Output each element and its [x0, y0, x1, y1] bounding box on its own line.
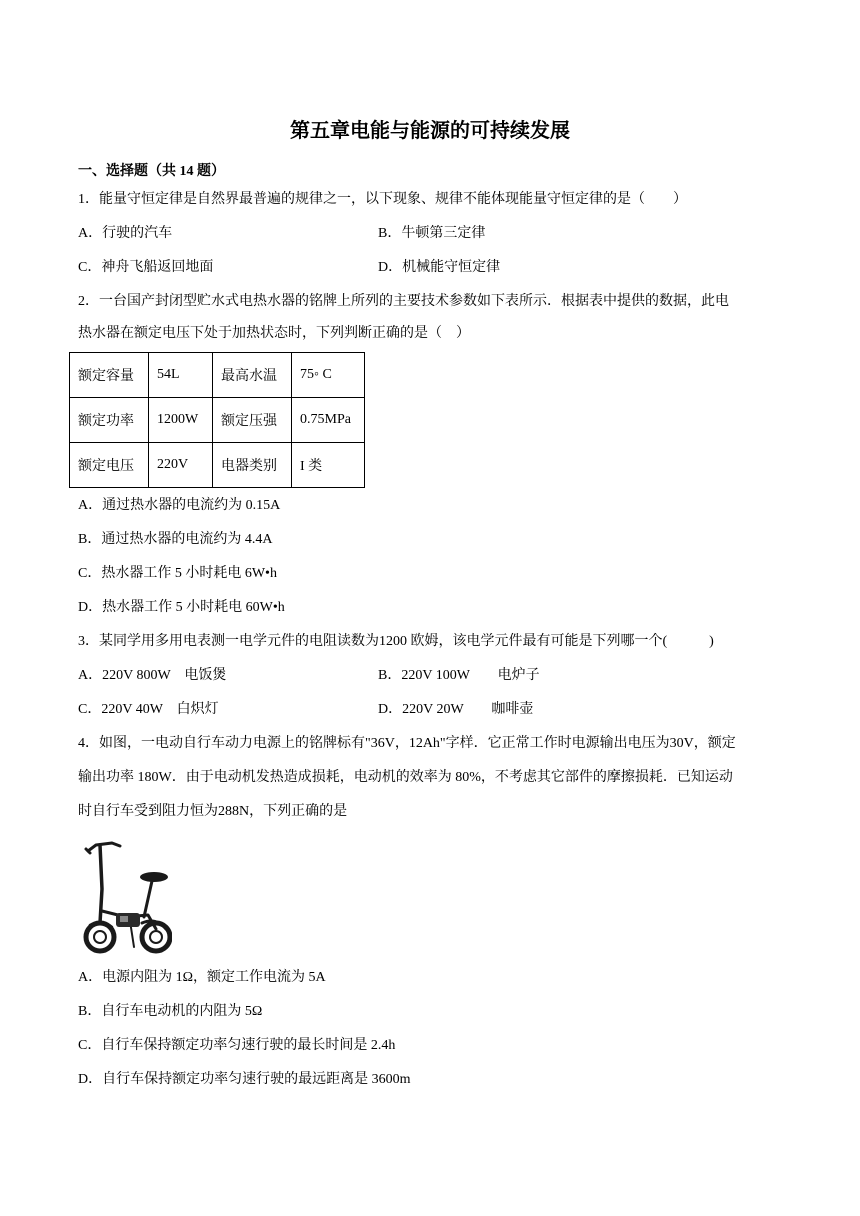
- table-cell: 54L: [149, 353, 213, 398]
- question-4-stem-line-2: 输出功率 180W．由于电动机发热造成损耗，电动机的效率为 80%，不考虑其它部件的摩擦损耗．已知运动: [78, 770, 733, 785]
- table-cell: 0.75MPa: [292, 398, 365, 443]
- question-4-option-a: A．电源内阻为 1Ω，额定工作电流为 5A: [78, 970, 326, 985]
- section-heading: 一、选择题（共 14 题）: [78, 164, 225, 179]
- question-3-option-b: B．220V 100W 电炉子: [378, 668, 540, 683]
- page-title: 第五章电能与能源的可持续发展: [290, 120, 570, 142]
- spec-table: [69, 352, 365, 488]
- table-cell: 最高水温: [213, 353, 292, 398]
- question-1-option-b: B．牛顿第三定律: [378, 226, 486, 241]
- table-cell: 额定功率: [70, 398, 149, 443]
- question-2-option-c: C．热水器工作 5 小时耗电 6W•h: [78, 566, 277, 581]
- table-row: [70, 353, 365, 398]
- table-cell: 额定压强: [213, 398, 292, 443]
- electric-bicycle-image: [82, 837, 172, 955]
- question-1-option-a: A．行驶的汽车: [78, 226, 173, 241]
- question-4-option-b: B．自行车电动机的内阻为 5Ω: [78, 1004, 263, 1019]
- question-4-option-d: D．自行车保持额定功率匀速行驶的最远距离是 3600m: [78, 1072, 411, 1087]
- question-2-stem-line-1: 2．一台国产封闭型贮水式电热水器的铭牌上所列的主要技术参数如下表所示．根据表中提供的数据，此电: [78, 294, 729, 309]
- question-3-option-d: D．220V 20W 咖啡壶: [378, 702, 534, 717]
- question-2-option-d: D．热水器工作 5 小时耗电 60W•h: [78, 600, 285, 615]
- table-row: [70, 443, 365, 488]
- question-4-stem-line-3: 时自行车受到阻力恒为288N，下列正确的是: [78, 804, 348, 819]
- question-1-option-c: C．神舟飞船返回地面: [78, 260, 214, 275]
- question-2-option-a: A．通过热水器的电流约为 0.15A: [78, 498, 281, 513]
- question-1-stem: 1．能量守恒定律是自然界最普遍的规律之一，以下现象、规律不能体现能量守恒定律的是（ ）: [78, 192, 687, 207]
- table-row: [70, 398, 365, 443]
- table-cell: 电器类别: [213, 443, 292, 488]
- question-2-option-b: B．通过热水器的电流约为 4.4A: [78, 532, 273, 547]
- table-cell: 220V: [149, 443, 213, 488]
- table-cell: 额定电压: [70, 443, 149, 488]
- table-cell: 75◦ C: [292, 353, 365, 398]
- question-3-option-a: A．220V 800W 电饭煲: [78, 668, 227, 683]
- table-cell: I 类: [292, 443, 365, 488]
- question-2-stem-line-2: 热水器在额定电压下处于加热状态时，下列判断正确的是（ ）: [78, 326, 470, 341]
- question-3-stem: 3．某同学用多用电表测一电学元件的电阻读数为1200 欧姆，该电学元件最有可能是下列哪一个( ): [78, 634, 714, 649]
- question-1-option-d: D．机械能守恒定律: [378, 260, 501, 275]
- question-3-option-c: C．220V 40W 白炽灯: [78, 702, 219, 717]
- question-4-option-c: C．自行车保持额定功率匀速行驶的最长时间是 2.4h: [78, 1038, 396, 1053]
- question-4-stem-line-1: 4．如图，一电动自行车动力电源上的铭牌标有"36V，12Ah"字样．它正常工作时电源输出电压为30V，额定: [78, 736, 736, 751]
- table-cell: 1200W: [149, 398, 213, 443]
- table-cell: 额定容量: [70, 353, 149, 398]
